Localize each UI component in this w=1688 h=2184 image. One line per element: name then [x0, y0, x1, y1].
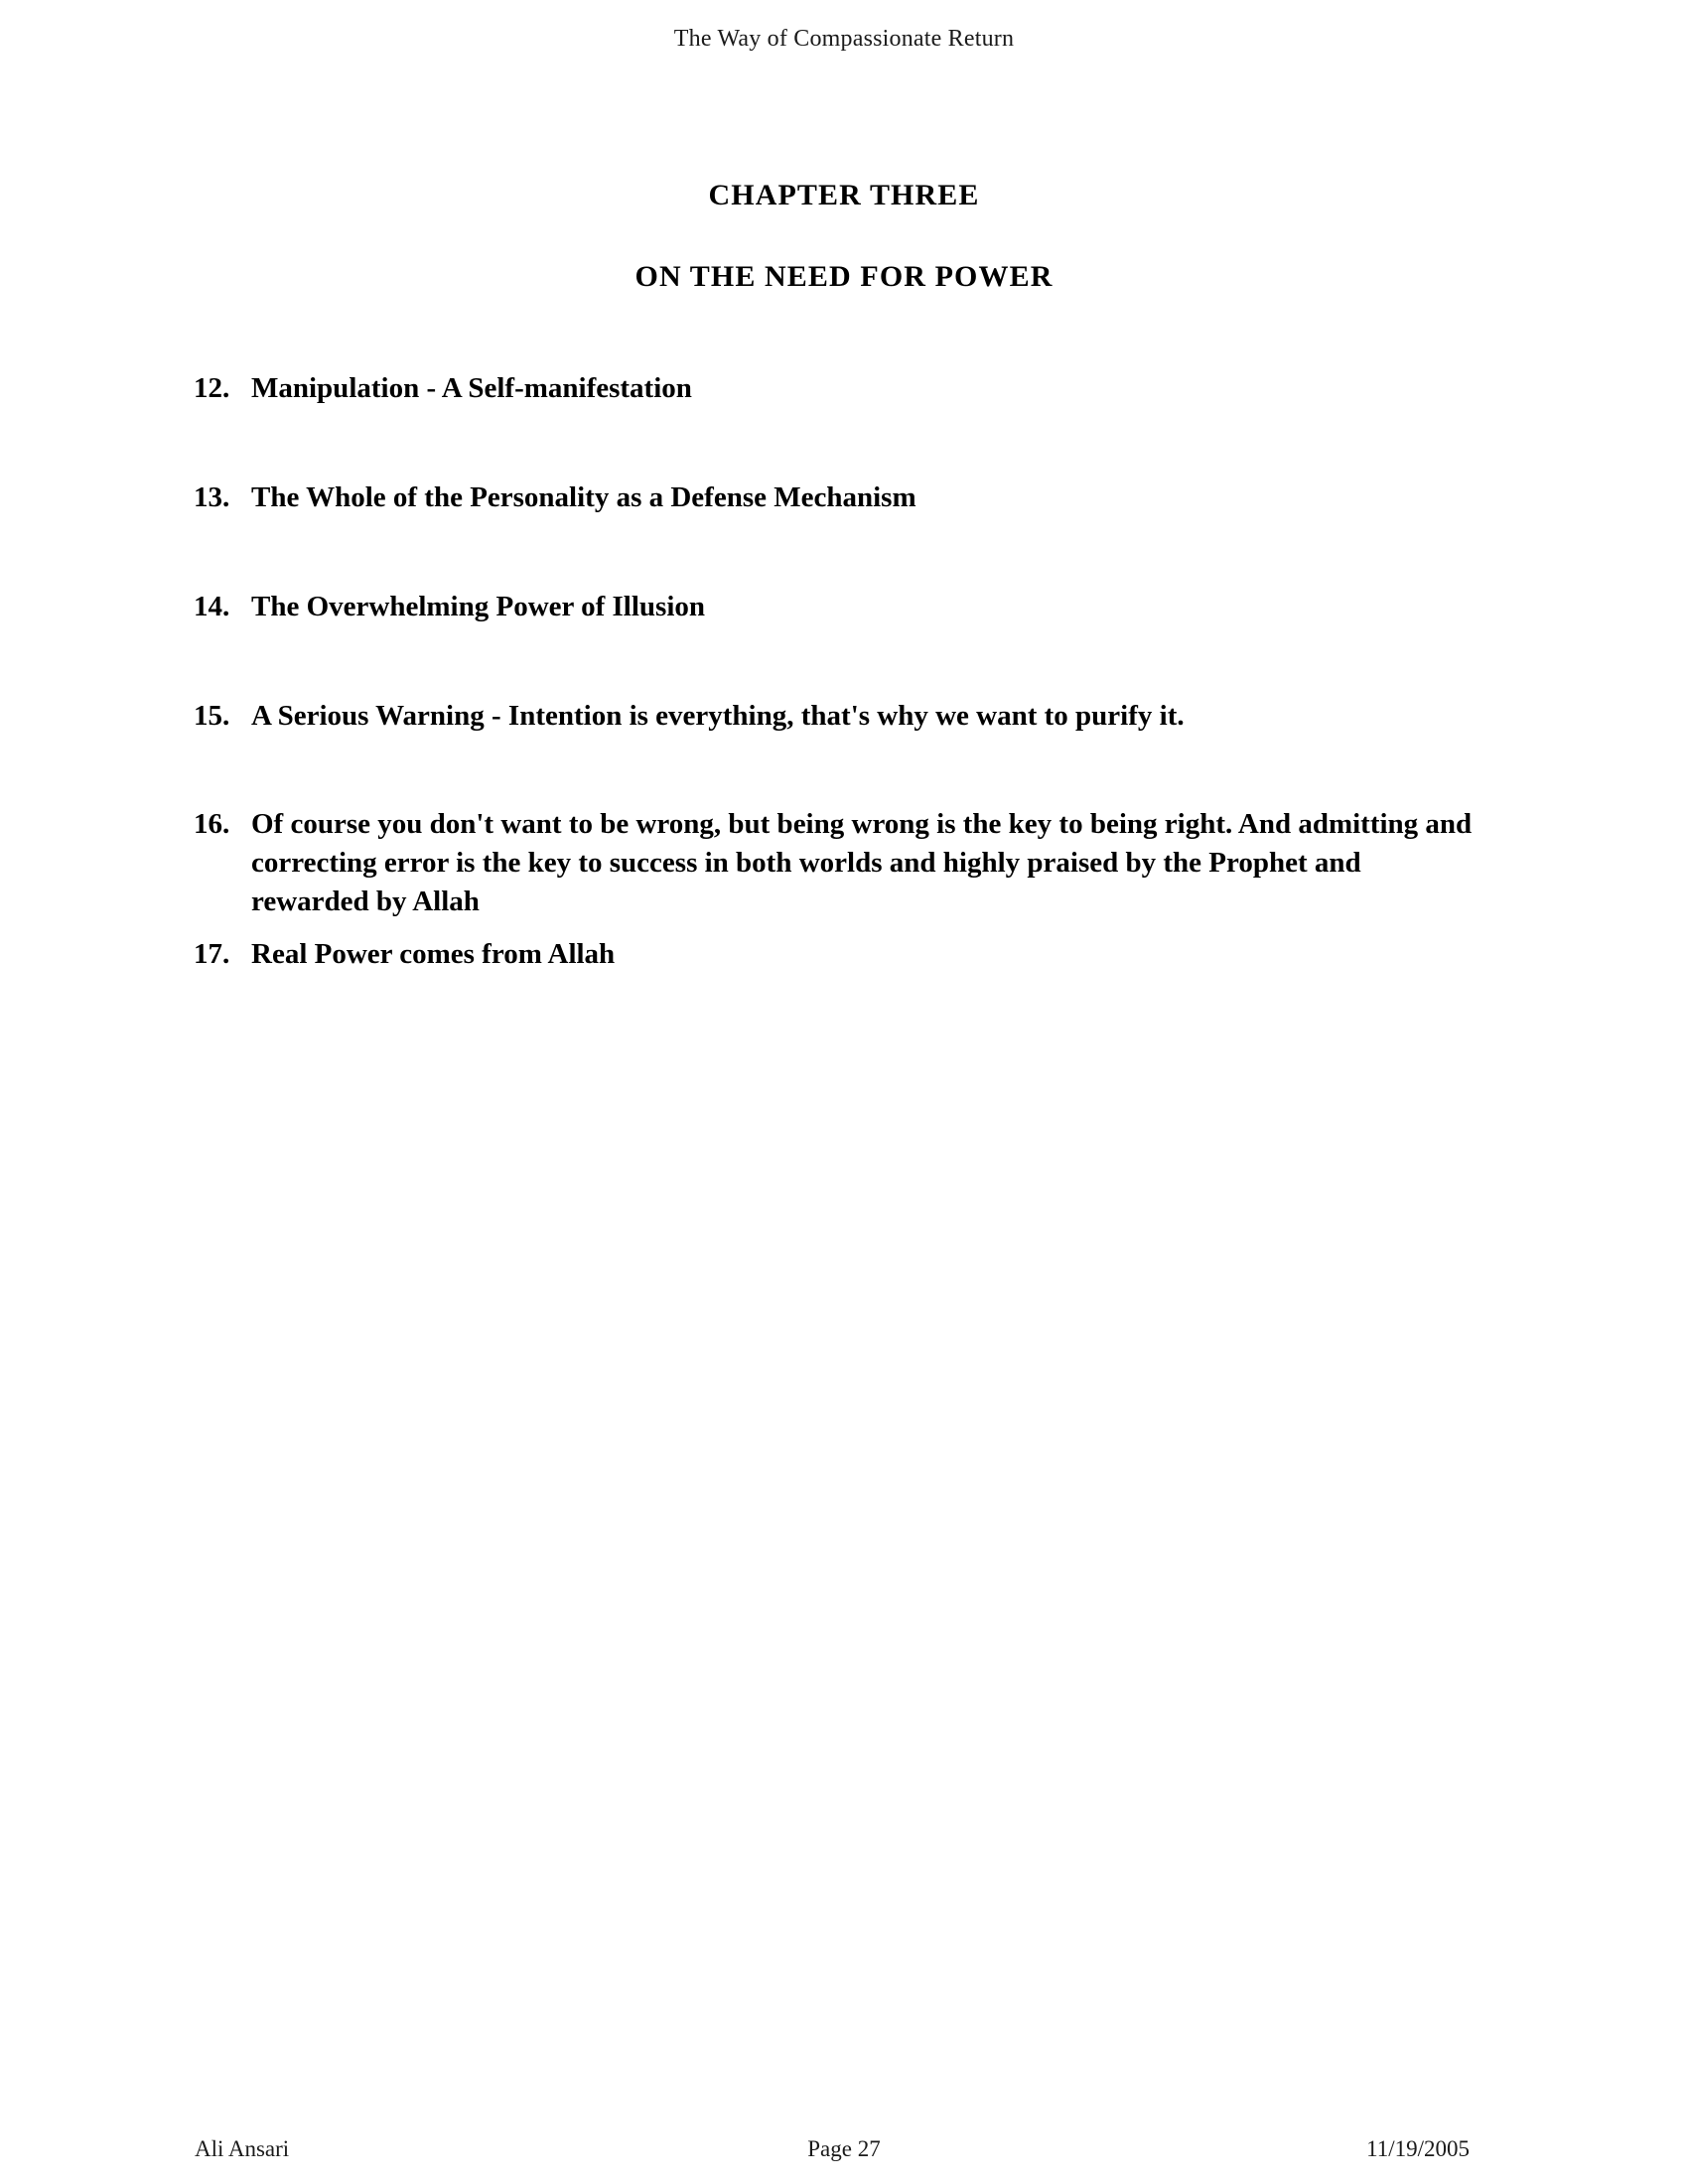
list-item-number: 15.: [194, 699, 230, 732]
footer-author: Ali Ansari: [195, 2136, 290, 2161]
list-item: [194, 588, 1475, 626]
footer-date: 11/19/2005: [1366, 2136, 1470, 2161]
list-item: [194, 369, 1475, 408]
list-item-number: 14.: [194, 590, 230, 622]
list-item: [194, 805, 1475, 921]
list-item-text: Manipulation - A Self-manifestation: [251, 372, 692, 404]
list-item: [194, 935, 1475, 974]
chapter-subtitle: ON THE NEED FOR POWER: [634, 260, 1054, 293]
list-item-number: 12.: [194, 372, 230, 404]
list-item-text: A Serious Warning - Intention is everything, that's why we want to purify it.: [251, 699, 1185, 732]
list-item-number: 16.: [194, 808, 230, 841]
list-item-text: The Whole of the Personality as a Defense Mechanism: [251, 480, 916, 513]
list-item-text: The Overwhelming Power of Illusion: [251, 590, 706, 622]
list-item: [194, 697, 1475, 736]
list-item-text: Of course you don't want to be wrong, but being wrong is the key to being right. And admitting and correcting error is the key to success in both worlds and highly praised by the Prophet and rewarded by Allah: [251, 808, 1473, 918]
list-item-text: Real Power comes from Allah: [251, 938, 616, 971]
chapter-title: CHAPTER THREE: [708, 179, 980, 211]
running-header: The Way of Compassionate Return: [673, 26, 1015, 52]
list-item-number: 17.: [194, 938, 230, 971]
list-item-number: 13.: [194, 480, 230, 513]
page-footer: [0, 2122, 1688, 2162]
list-item: [194, 478, 1475, 517]
contents-list: [194, 369, 1475, 974]
footer-page-number: Page 27: [807, 2136, 881, 2161]
